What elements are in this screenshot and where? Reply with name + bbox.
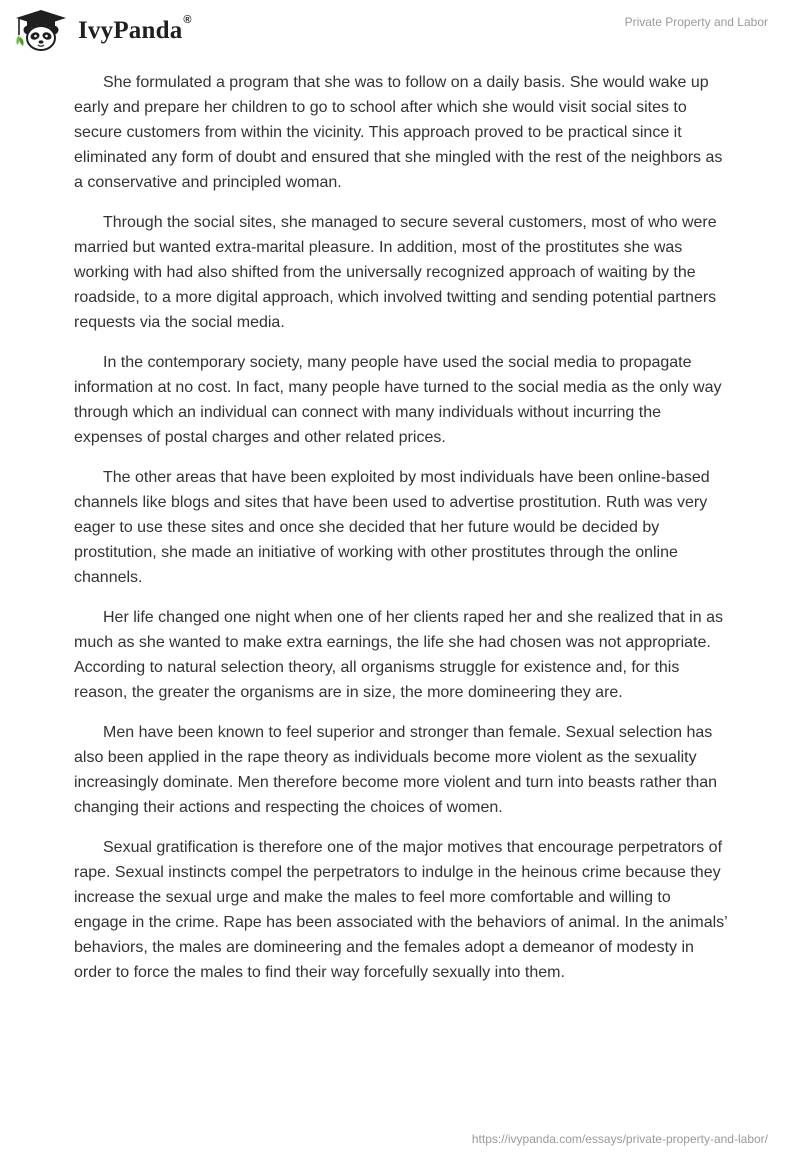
paragraph: She formulated a program that she was to follow on a daily basis. She would wake up early and prepare her children to go to school after which she would visit social sites to secure customers from within the vicinity. This approach proved to be practical since it eliminated any form of doubt and ensured that she mingled with the rest of the neighbors as a conservative and principled woman.	[74, 74, 723, 191]
brand-name	[78, 13, 192, 44]
paragraph: In the contemporary society, many people have used the social media to propagate information at no cost. In fact, many people have turned to the social media as the only way through which an individual can connect with many individuals without incurring the expenses of postal charges and other related prices.	[74, 354, 722, 446]
essay-body	[74, 70, 728, 1000]
document-title: Private Property and Labor	[624, 15, 768, 29]
source-url: https://ivypanda.com/essays/private-property-and-labor/	[471, 1132, 768, 1146]
paragraph: Her life changed one night when one of her clients raped her and she realized that in as much as she wanted to make extra earnings, the life she had chosen was not appropriate. According to natural selection theory, all organisms struggle for existence and, for this reason, the greater the organisms are in size, the more domineering they are.	[74, 609, 723, 701]
paragraph: The other areas that have been exploited by most individuals have been online-based channels like blogs and sites that have been used to advertise prostitution. Ruth was very eager to use these sites and once she decided that her future would be decided by prostitution, she made an initiative of working with other prostitutes through the online channels.	[74, 469, 710, 586]
ivypanda-logo[interactable]	[14, 9, 192, 51]
page-header	[0, 0, 800, 60]
panda-graduate-icon	[14, 9, 72, 51]
paragraph: Sexual gratification is therefore one of the major motives that encourage perpetrators of rape. Sexual instincts compel the perpetrators to indulge in the heinous crime because they increase the sexual urge and make the males to feel more comfortable and willing to engage in the crime. Rape has been associated with the behaviors of animal. In the animals’ behaviors, the males are domineering and the females adopt a demeanor of modesty in order to force the males to find their way forcefully sexually into them.	[74, 839, 728, 981]
registered-mark: ®	[183, 13, 192, 26]
brand-name-text: IvyPanda	[78, 16, 183, 44]
paragraph: Through the social sites, she managed to secure several customers, most of who were married but wanted extra-marital pleasure. In addition, most of the prostitutes she was working with had also shifted from the universally recognized approach of waiting by the roadside, to a more digital approach, which involved twitting and sending potential partners requests via the social media.	[74, 214, 717, 331]
paragraph: Men have been known to feel superior and stronger than female. Sexual selection has also been applied in the rape theory as individuals become more violent as the sexuality increasingly dominate. Men therefore become more violent and turn into beasts rather than changing their actions and respecting the choices of women.	[74, 724, 718, 816]
